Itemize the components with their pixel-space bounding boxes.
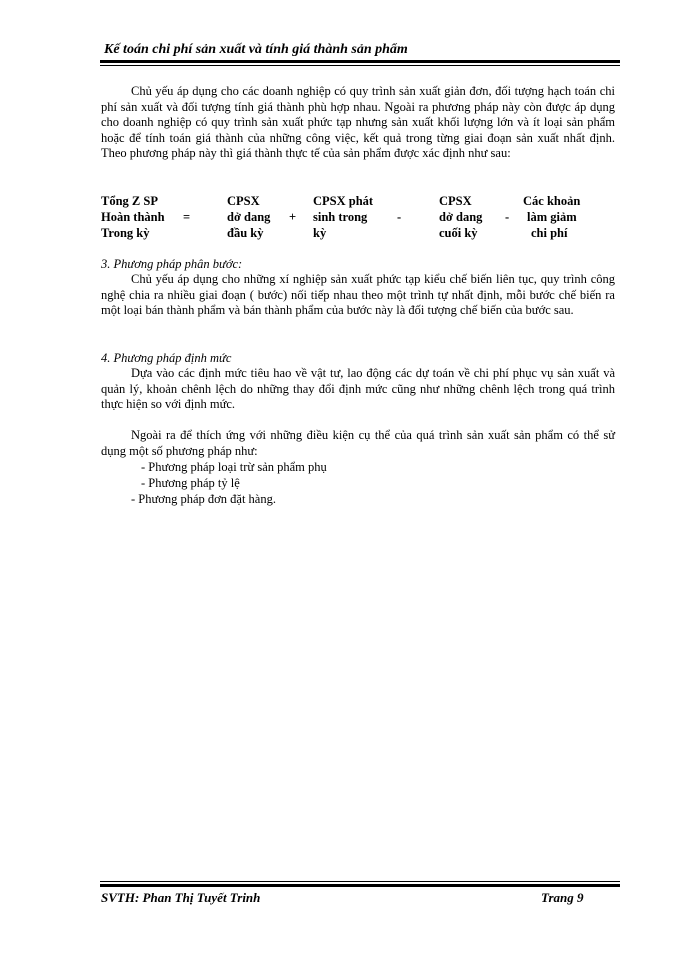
formula-total-line3: Trong kỳ	[101, 226, 150, 240]
formula-minus-sign-2: -	[505, 210, 510, 224]
section-3-heading: 3. Phương pháp phân bước:	[101, 257, 243, 271]
formula-opening-wip-line2: dở dang	[227, 210, 271, 224]
header-rule-thick	[100, 60, 620, 63]
formula-total-line1: Tổng Z SP	[101, 194, 158, 208]
page-header-title: Kế toán chi phí sản xuất và tính giá thành sản phẩm	[104, 42, 408, 57]
cost-formula	[101, 194, 621, 246]
section-4-heading: 4. Phương pháp định mức	[101, 351, 232, 365]
formula-opening-wip-line3: đầu kỳ	[227, 226, 264, 240]
formula-total-line2: Hoàn thành	[101, 210, 165, 224]
method-list-item: - Phương pháp loại trừ sản phẩm phụ	[141, 460, 327, 474]
closing-paragraph: Ngoài ra để thích ứng với những điều kiện cụ thể của quá trình sản xuất sản phẩm có thể sử dụng một số phương pháp như:	[101, 428, 615, 458]
formula-closing-wip-line1: CPSX	[439, 194, 472, 208]
formula-minus-sign-1: -	[397, 210, 402, 224]
formula-period-cost-line2: sinh trong	[313, 210, 368, 224]
formula-reductions-line1: Các khoản	[523, 194, 581, 208]
method-list-item: - Phương pháp đơn đặt hàng.	[131, 492, 276, 506]
formula-reductions-line2: làm giảm	[527, 210, 577, 224]
formula-plus-sign: +	[289, 210, 297, 224]
method-list-item: - Phương pháp tỷ lệ	[141, 476, 240, 490]
formula-opening-wip-line1: CPSX	[227, 194, 260, 208]
section-4-paragraph: Dựa vào các định mức tiêu hao về vật tư, lao động các dự toán về chi phí phục vụ sản xuất và quản lý, khoản chênh lệch do những thay đổi định mức cũng như những chênh lệch trong quá trình thực hiện so với định mức.	[101, 366, 615, 411]
formula-closing-wip-line2: dở dang	[439, 210, 483, 224]
formula-period-cost-line1: CPSX phát	[313, 194, 374, 208]
footer-author: SVTH: Phan Thị Tuyết Trinh	[101, 890, 261, 905]
formula-equals-sign: =	[183, 210, 191, 224]
footer-page-number: Trang 9	[541, 890, 584, 905]
section-3-paragraph: Chủ yếu áp dụng cho những xí nghiệp sản xuất phức tạp kiểu chế biến liên tục, quy trình công nghệ chia ra nhiều giai đoạn ( bước) nối tiếp nhau theo một trình tự nhất định, mỗi bước chế biến ra một loại bán thành phẩm và bán thành phẩm của bước này là đối tượng chế biến của bước sau.	[101, 272, 615, 317]
formula-period-cost-line3: kỳ	[313, 226, 327, 240]
intro-paragraph: Chủ yếu áp dụng cho các doanh nghiệp có quy trình sản xuất giản đơn, đối tượng hạch toán chi phí sản xuất và đối tượng tính giá thành phù hợp nhau. Ngoài ra phương pháp này còn được áp dụng cho doanh nghiệp có quy trình sản xuất phức tạp nhưng sản xuất khối lượng lớn và ít loại sản phẩm hoặc để tính toán giá thành của những công việc, kết quả trong từng giai đoạn sản xuất nhất định. Theo phương pháp này thì giá thành thực tế của sản phẩm được xác định như sau:	[101, 84, 615, 160]
formula-closing-wip-line3: cuối kỳ	[439, 226, 478, 240]
header-rule-thin	[100, 65, 620, 66]
footer-rule-thick	[100, 884, 620, 887]
footer-rule-thin	[100, 881, 620, 882]
formula-reductions-line3: chi phí	[531, 226, 568, 240]
